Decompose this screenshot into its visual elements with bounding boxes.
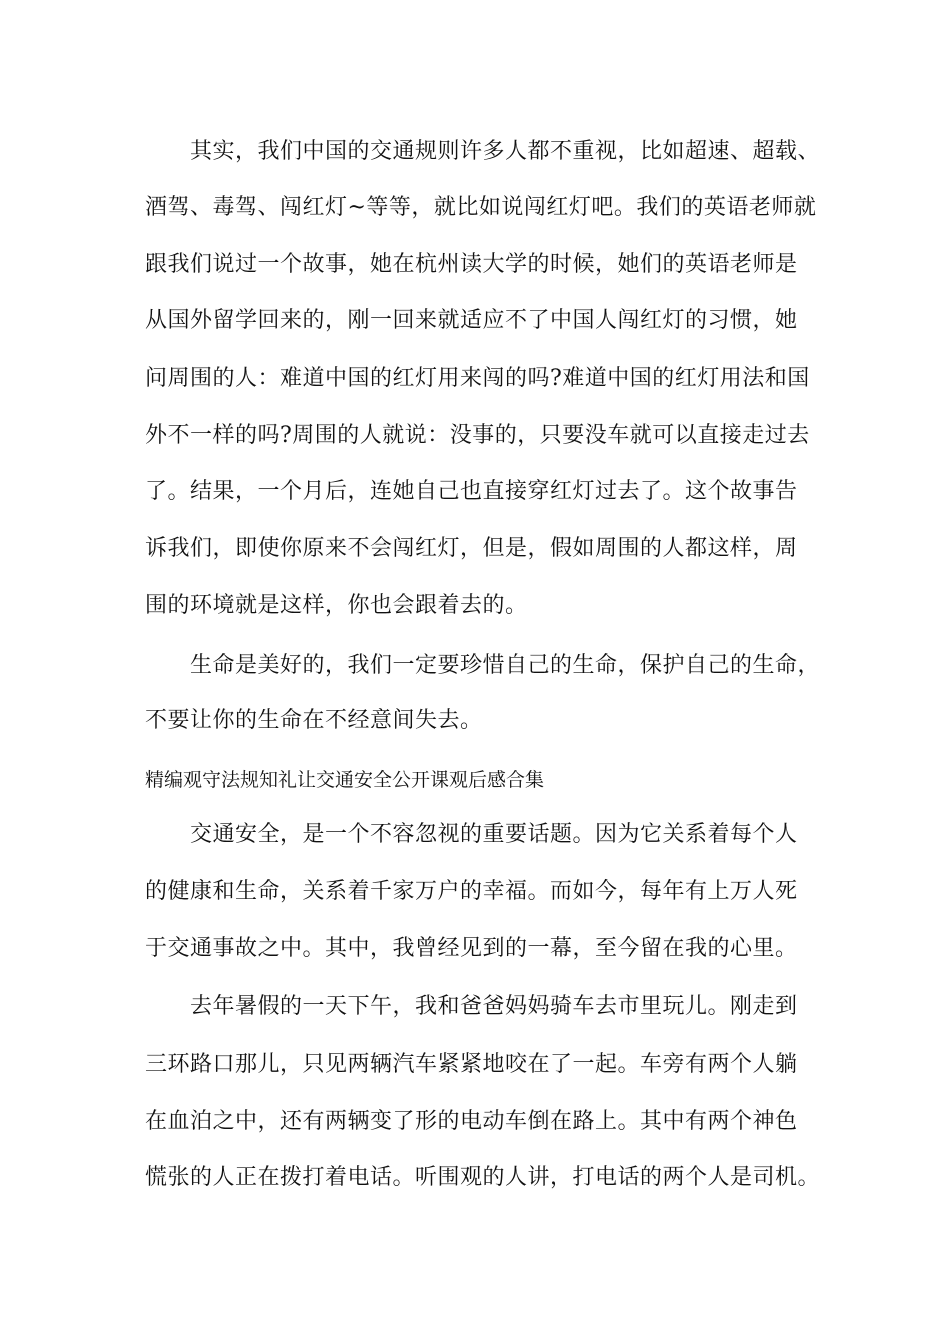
paragraph-1-line-4: 从国外留学回来的，刚一回来就适应不了中国人闯红灯的习惯，她 [145, 308, 798, 333]
paragraph-4-line-1: 去年暑假的一天下午，我和爸爸妈妈骑车去市里玩儿。刚走到 [190, 994, 798, 1019]
paragraph-1-line-6: 外不一样的吗?周围的人就说：没事的，只要没车就可以直接走过去 [145, 423, 810, 448]
paragraph-4-line-4: 慌张的人正在拨打着电话。听围观的人讲，打电话的两个人是司机。 [145, 1165, 821, 1190]
paragraph-2-line-1: 生命是美好的，我们一定要珍惜自己的生命，保护自己的生命， [190, 653, 821, 678]
paragraph-1-line-9: 围的环境就是这样，你也会跟着去的。 [145, 593, 528, 618]
paragraph-4-line-2: 三环路口那儿，只见两辆汽车紧紧地咬在了一起。车旁有两个人躺 [145, 1052, 798, 1077]
paragraph-1-line-3: 跟我们说过一个故事，她在杭州读大学的时候，她们的英语老师是 [145, 252, 798, 277]
paragraph-2-line-2: 不要让你的生命在不经意间失去。 [145, 708, 483, 733]
paragraph-1-line-7: 了。结果，一个月后，连她自己也直接穿红灯过去了。这个故事告 [145, 479, 798, 504]
paragraph-3-line-2: 的健康和生命，关系着千家万户的幸福。而如今，每年有上万人死 [145, 879, 798, 904]
paragraph-1-line-5: 问周围的人：难道中国的红灯用来闯的吗?难道中国的红灯用法和国 [145, 366, 810, 391]
paragraph-3-line-1: 交通安全，是一个不容忽视的重要话题。因为它关系着每个人 [190, 822, 798, 847]
paragraph-1-line-1: 其实，我们中国的交通规则许多人都不重视，比如超速、超载、 [190, 139, 821, 164]
paragraph-3-line-3: 于交通事故之中。其中，我曾经见到的一幕，至今留在我的心里。 [145, 936, 798, 961]
paragraph-1-line-8: 诉我们，即使你原来不会闯红灯，但是，假如周围的人都这样，周 [145, 536, 798, 561]
paragraph-4-line-3: 在血泊之中，还有两辆变了形的电动车倒在路上。其中有两个神色 [145, 1109, 798, 1134]
section-heading: 精编观守法规知礼让交通安全公开课观后感合集 [145, 769, 545, 791]
paragraph-1-line-2: 酒驾、毒驾、闯红灯~等等，就比如说闯红灯吧。我们的英语老师就 [145, 195, 817, 220]
